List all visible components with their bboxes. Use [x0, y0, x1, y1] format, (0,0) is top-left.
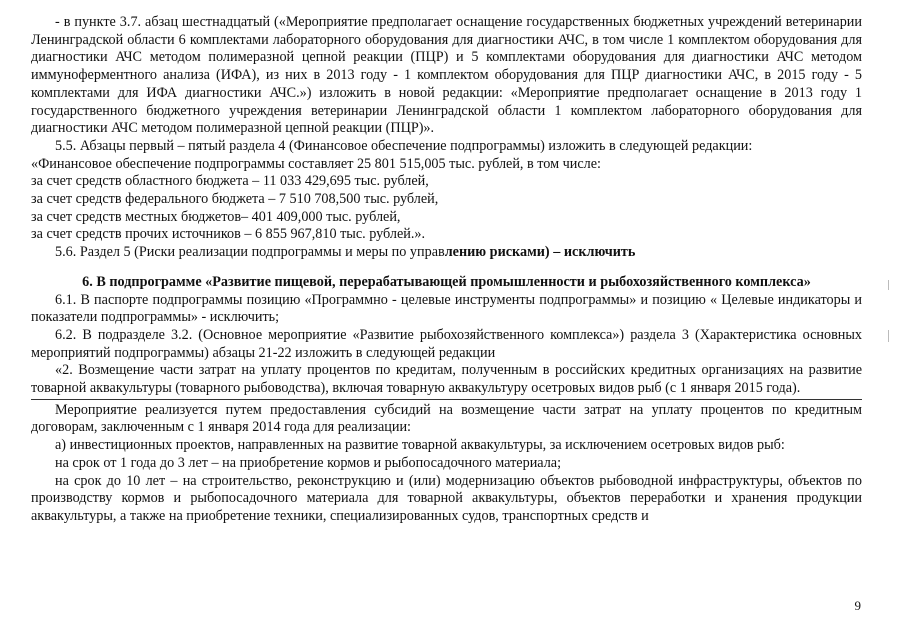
finance-line-total: «Финансовое обеспечение подпрограммы составляет 25 801 515,005 тыс. рублей, в том числе:	[31, 155, 601, 172]
page-number: 9	[854, 598, 861, 613]
paragraph-quote-2: «2. Возмещение части затрат на уплату процентов по кредитам, полученным в российских кредитных организациях на развитие товарной аквакультуры (товарного рыбоводства), включая товарную аквакультуру осетровых видов рыб (с 1 января 2015 года).	[31, 362, 862, 397]
paragraph-measure: Мероприятие реализуется путем предоставления субсидий на возмещение части затрат на уплату процентов по кредитным договорам, заключенным с 1 января 2014 года для реализации:	[31, 401, 862, 436]
paragraph-a: а) инвестиционных проектов, направленных на развитие товарной аквакультуры, за исключением осетровых видов рыб:	[55, 437, 785, 454]
document-body	[31, 14, 862, 526]
finance-line-local: за счет средств местных бюджетов– 401 409,000 тыс. рублей,	[31, 208, 401, 225]
paragraph-6-2: 6.2. В подразделе 3.2. (Основное мероприятие «Развитие рыбохозяйственного комплекса») раздела 3 (Характеристика основных мероприятий подпрограммы) абзацы 21-22 изложить в следующей редакции	[31, 326, 862, 361]
finance-line-federal: за счет средств федерального бюджета – 7 510 708,500 тыс. рублей,	[31, 191, 439, 208]
paragraph-5-6-bold-text: лению рисками) – исключить	[444, 244, 636, 261]
scan-artifact	[888, 280, 889, 290]
page-divider	[31, 399, 862, 400]
section-6-heading: 6. В подпрограмме «Развитие пищевой, перерабатывающей промышленности и рыбохозяйственного комплекса»	[82, 273, 811, 290]
finance-block	[31, 156, 862, 245]
paragraph-3-7-amendment: - в пункте 3.7. абзац шестнадцатый («Мероприятие предполагает оснащение государственных бюджетных учреждений ветеринарии Ленинградской области 6 комплектами лабораторного оборудования для диагностики АЧС, в том числе 1 комплектом оборудования для диагностики АЧС методом полимеразной цепной реакции (ПЦР) и 5 комплектами оборудования для диагностики АЧС методом иммуноферментного анализа (ИФА), из них в 2013 году - 1 комплектом оборудования для ПЦР диагностики АЧС, в 2015 году - 5 комплектами для ИФА диагностики АЧС.») изложить в новой редакции: «Мероприятие предполагает оснащение в 2013 году 1 государственного бюджетного учреждения ветеринарии Ленинградской области 1 комплектом лабораторного оборудования для диагностики АЧС методом полимеразной цепной реакции (ПЦР)».	[31, 14, 862, 137]
paragraph-5-6-text: 5.6. Раздел 5 (Риски реализации подпрограммы и меры по управ	[55, 244, 445, 261]
paragraph-term-1-3: на срок от 1 года до 3 лет – на приобретение кормов и рыбопосадочного материала;	[55, 454, 562, 471]
finance-line-other: за счет средств прочих источников – 6 855 967,810 тыс. рублей.».	[31, 226, 426, 243]
paragraph-6-1: 6.1. В паспорте подпрограммы позицию «Программно - целевые инструменты подпрограммы» и позицию « Целевые индикаторы и показатели подпрограммы» - исключить;	[31, 291, 862, 326]
finance-line-regional: за счет средств областного бюджета – 11 033 429,695 тыс. рублей,	[31, 173, 429, 190]
paragraph-5-6	[31, 244, 862, 262]
scan-artifact	[888, 330, 889, 342]
paragraph-term-10: на срок до 10 лет – на строительство, реконструкцию и (или) модернизацию объектов рыбоводной инфраструктуры, объектов по производству кормов и рыбопосадочного материала для товарной аквакультуры, объектов переработки и хранения продукции аквакультуры, а также на приобретение техники, специализированных судов, транспортных средств и	[31, 472, 862, 524]
paragraph-5-5: 5.5. Абзацы первый – пятый раздела 4 (Финансовое обеспечение подпрограммы) изложить в следующей редакции:	[55, 137, 753, 154]
